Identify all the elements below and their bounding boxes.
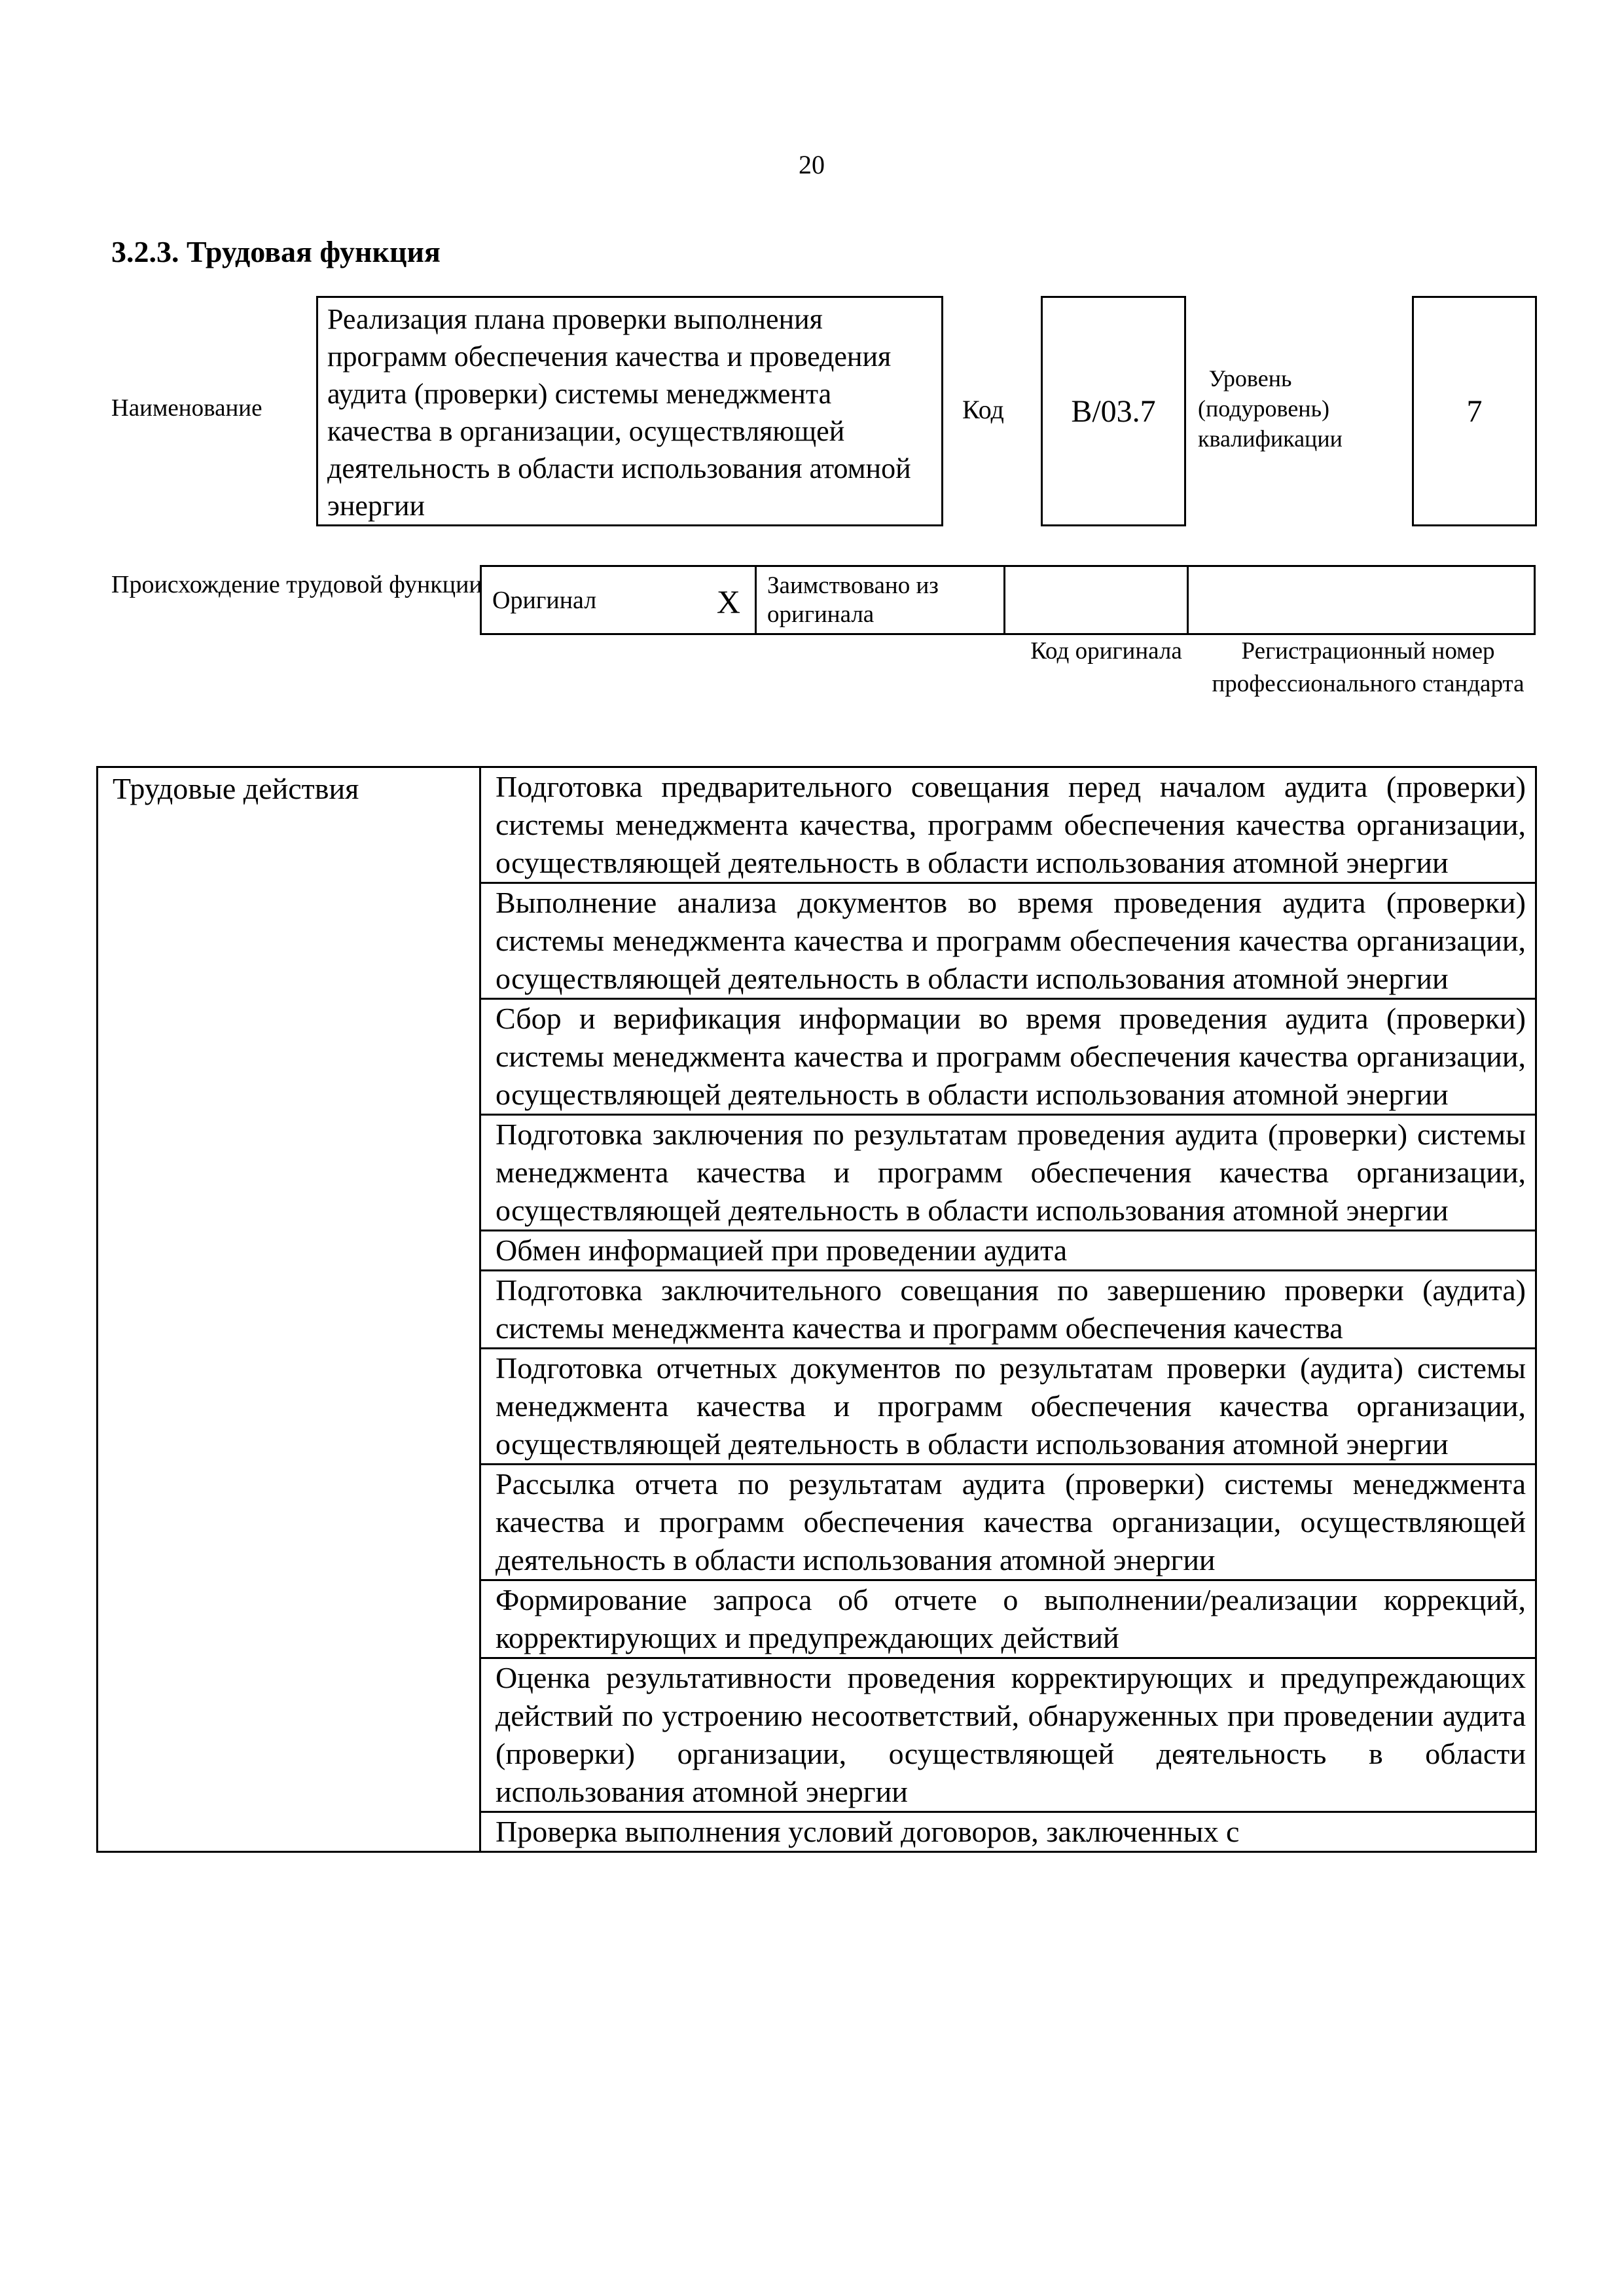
origin-label: Происхождение трудовой функции xyxy=(111,571,482,598)
labor-action-item: Подготовка заключительного совещания по завершению проверки (аудита) системы менеджмента качества и программ обеспечения качества xyxy=(480,1271,1536,1349)
labor-actions-table xyxy=(96,766,1537,1853)
function-name-box: Реализация плана проверки выполнения программ обеспечения качества и проведения аудита (проверки) системы менеджмента качества в организации, осуществляющей деятельность в области использования атомной энергии xyxy=(316,296,943,526)
page-number: 20 xyxy=(799,150,825,179)
labor-action-item: Обмен информацией при проведении аудита xyxy=(480,1231,1536,1271)
labor-action-item: Проверка выполнения условий договоров, заключенных с xyxy=(480,1812,1536,1852)
code-value: B/03.7 xyxy=(1071,393,1156,429)
labor-action-item: Оценка результативности проведения корректирующих и предупреждающих действий по устроению несоответствий, обнаруженных при проведении аудита (проверки) организации, осуществляющей деятельность в области использования атомной энергии xyxy=(480,1658,1536,1812)
code-value-box xyxy=(1041,296,1186,526)
qualification-level-value: 7 xyxy=(1466,393,1483,429)
original-code-cell xyxy=(1005,566,1188,634)
section-title: 3.2.3. Трудовая функция xyxy=(111,235,441,268)
labor-actions-header: Трудовые действия xyxy=(98,767,480,1852)
original-label: Оригинал xyxy=(492,586,597,614)
name-label: Наименование xyxy=(111,395,262,422)
registration-number-caption: Регистрационный номер профессионального стандарта xyxy=(1212,638,1525,697)
labor-action-item: Формирование запроса об отчете о выполнении/реализации коррекций, корректирующих и предупреждающих действий xyxy=(480,1580,1536,1658)
labor-action-item: Рассылка отчета по результатам аудита (проверки) системы менеджмента качества и программ обеспечения качества организации, осуществляющей деятельность в области использования атомной энергии xyxy=(480,1465,1536,1580)
qualification-level-box xyxy=(1412,296,1537,526)
original-code-caption: Код оригинала xyxy=(1030,638,1182,665)
code-label: Код xyxy=(962,395,1004,424)
origin-table xyxy=(480,565,1536,635)
labor-action-item: Подготовка предварительного совещания перед началом аудита (проверки) системы менеджмента качества, программ обеспечения качества организации, осуществляющей деятельность в области использования атомной энергии xyxy=(480,767,1536,883)
original-cell xyxy=(481,566,756,634)
registration-number-cell xyxy=(1188,566,1535,634)
borrowed-cell: Заимствовано из оригинала xyxy=(756,566,1005,634)
qualification-level-label: Уровень (подуровень) квалификации xyxy=(1198,365,1343,452)
labor-action-item: Подготовка отчетных документов по результатам проверки (аудита) системы менеджмента качества и программ обеспечения качества организации, осуществляющей деятельность в области использования атомной энергии xyxy=(480,1349,1536,1465)
original-mark: X xyxy=(716,583,740,620)
labor-action-item: Сбор и верификация информации во время проведения аудита (проверки) системы менеджмента качества и программ обеспечения качества организации, осуществляющей деятельность в области использования атомной энергии xyxy=(480,999,1536,1115)
labor-action-item: Подготовка заключения по результатам проведения аудита (проверки) системы менеджмента качества и программ обеспечения качества организации, осуществляющей деятельность в области использования атомной энергии xyxy=(480,1115,1536,1231)
labor-action-item: Выполнение анализа документов во время проведения аудита (проверки) системы менеджмента качества и программ обеспечения качества организации, осуществляющей деятельность в области использования атомной энергии xyxy=(480,883,1536,999)
